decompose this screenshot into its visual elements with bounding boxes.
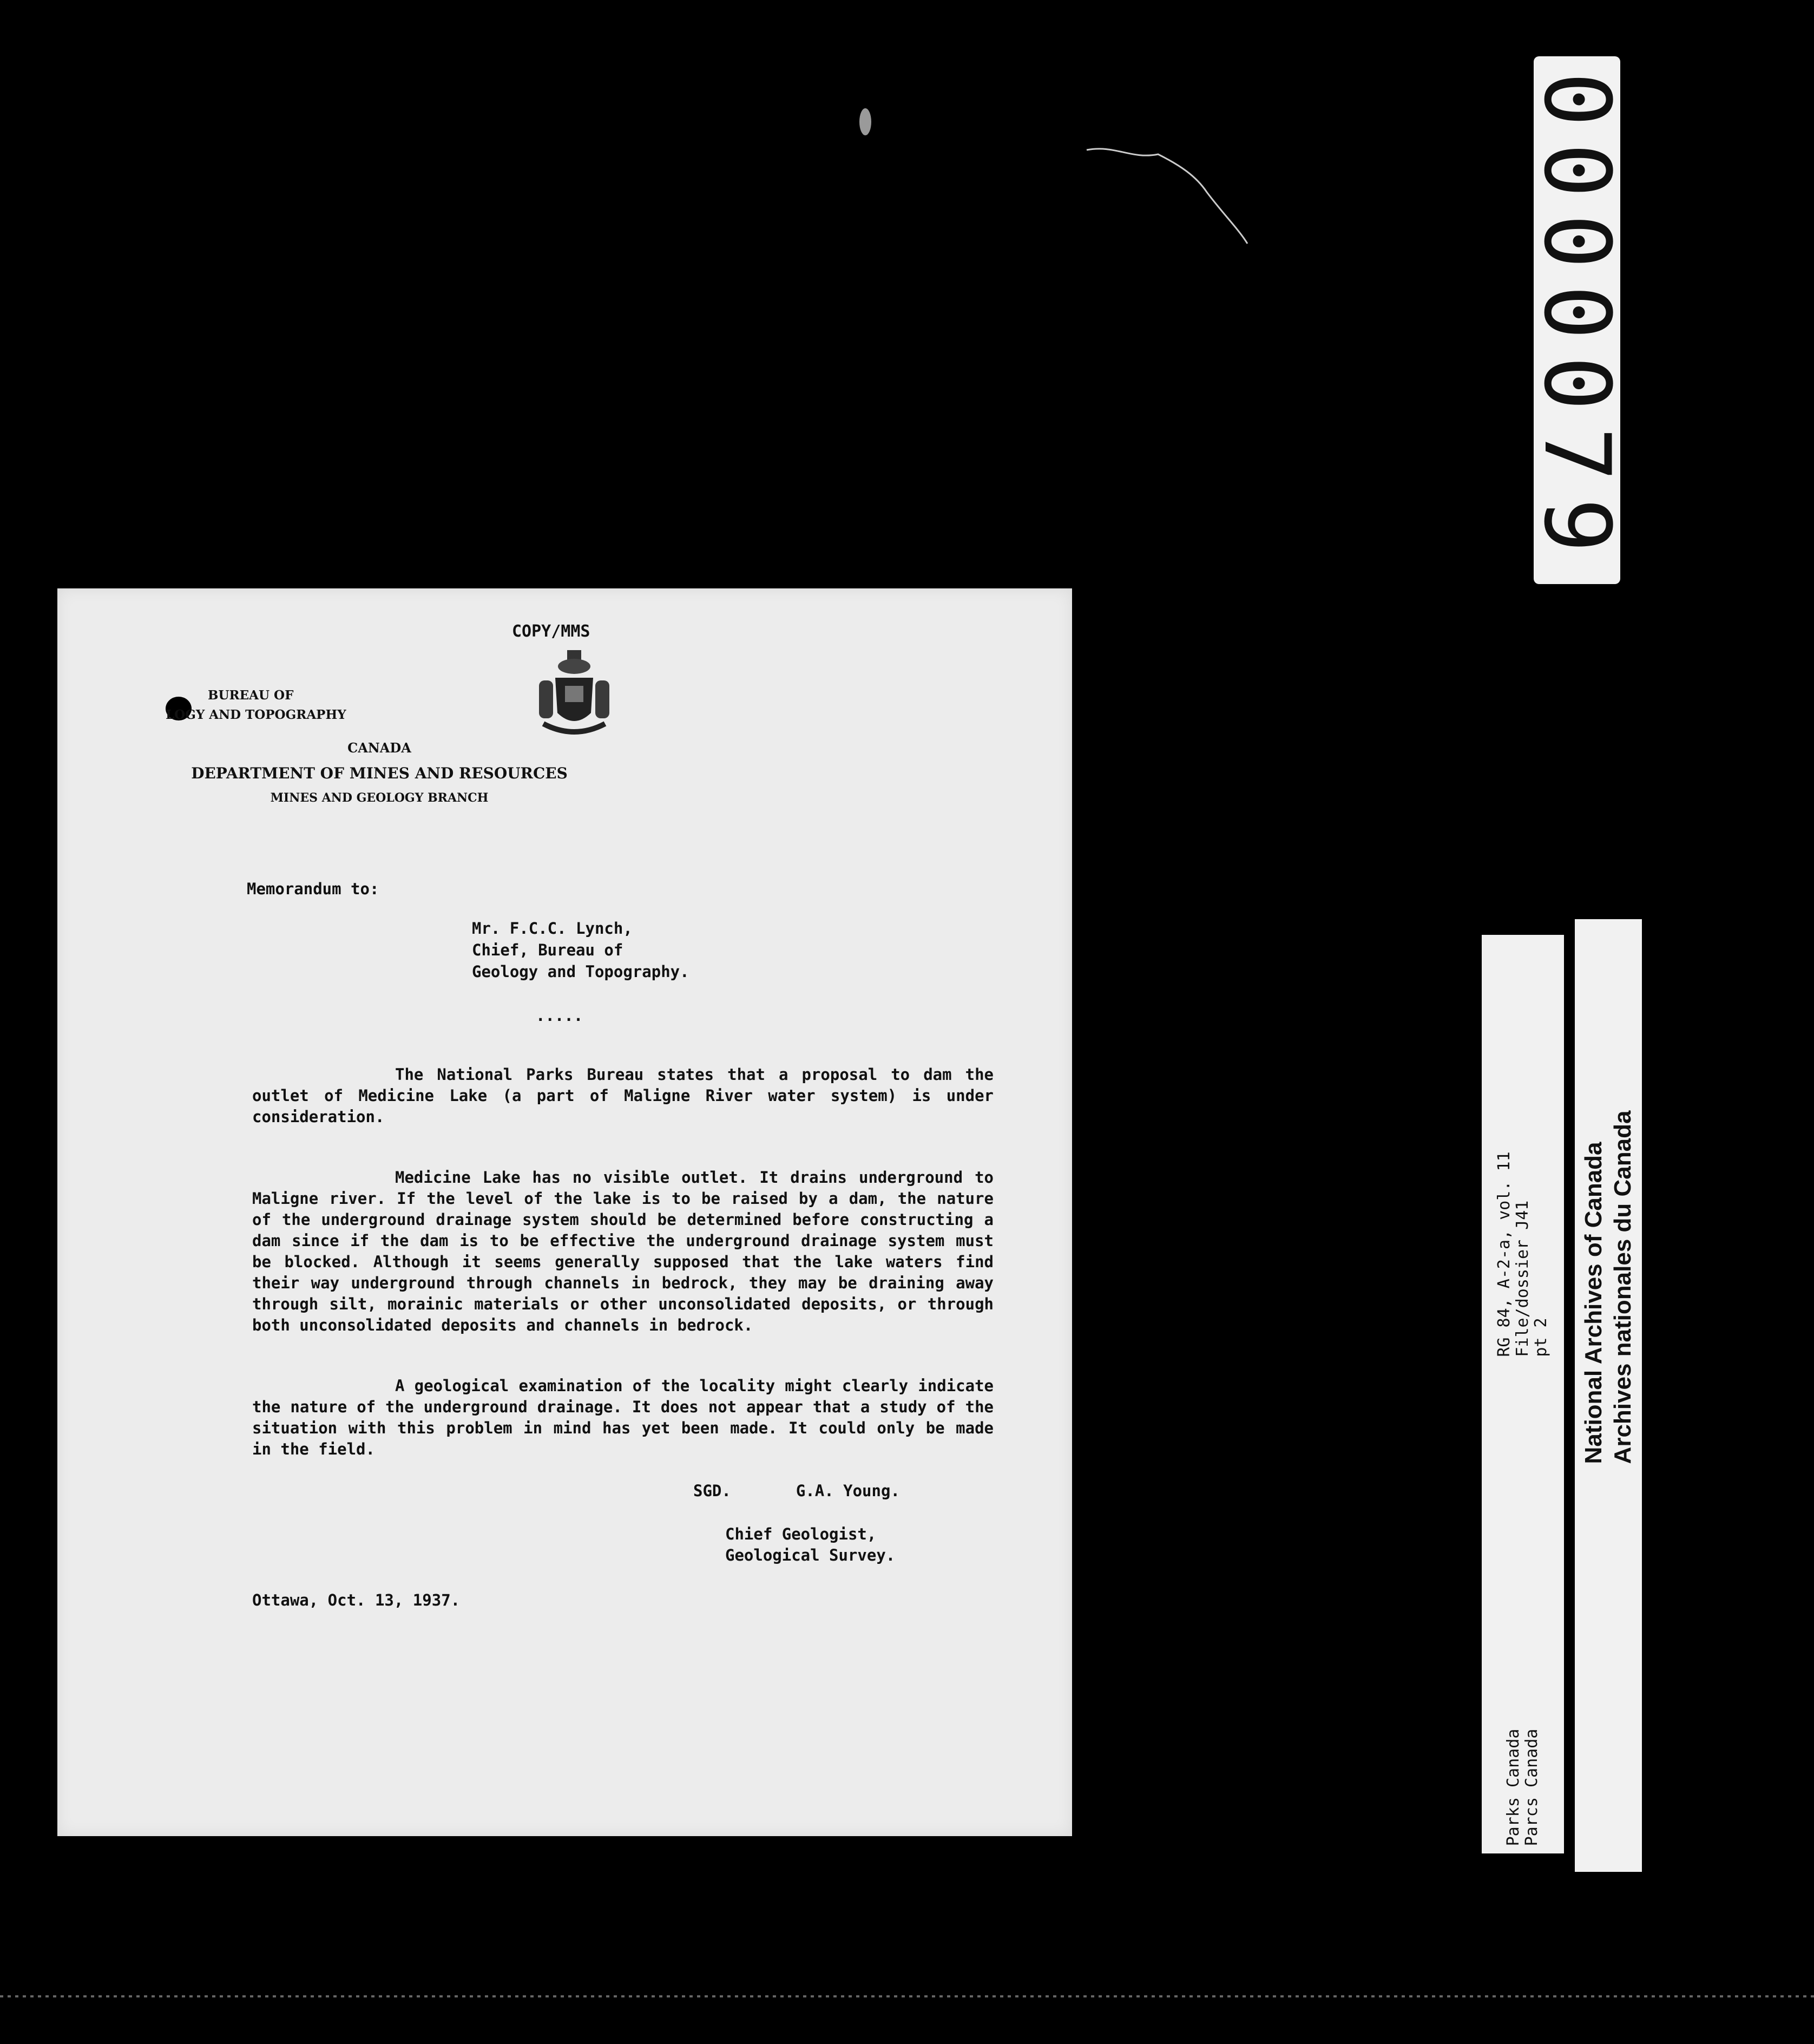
addressee-line: Mr. F.C.C. Lynch, xyxy=(472,919,633,938)
branch-label: MINES AND GEOLOGY BRANCH xyxy=(270,791,489,805)
frame-number: 0000079 xyxy=(1524,71,1630,569)
signatory-name: G.A. Young. xyxy=(796,1482,900,1500)
archive-reference-label xyxy=(1482,935,1564,1853)
department-label: DEPARTMENT OF MINES AND RESOURCES xyxy=(191,764,568,782)
memo-body xyxy=(252,1043,994,1499)
signatory-title-line: Geological Survey. xyxy=(725,1546,896,1564)
memo-heading: Memorandum to: xyxy=(247,880,379,898)
bureau-line-1: BUREAU OF xyxy=(208,688,294,703)
bureau-heading xyxy=(166,686,346,725)
national-archives-text: National Archives of Canada Archives nationales du Canada xyxy=(1580,1110,1636,1464)
copy-mark: COPY/MMS xyxy=(512,622,590,641)
country-label: CANADA xyxy=(347,740,411,756)
frame-number-strip xyxy=(1524,56,1630,584)
parks-canada-label: Parks Canada Parcs Canada xyxy=(1504,1728,1541,1846)
archive-reference: RG 84, A-2-a, vol. 11 File/dossier J41 pt 2 xyxy=(1495,1151,1550,1357)
signatory-title-line: Chief Geologist, xyxy=(725,1525,877,1543)
memo-date: Ottawa, Oct. 13, 1937. xyxy=(252,1591,461,1609)
signatory-title xyxy=(725,1524,895,1566)
department-heading xyxy=(57,740,701,805)
film-edge xyxy=(0,1995,1814,1997)
addressee-line: Geology and Topography. xyxy=(472,962,689,981)
signature-line xyxy=(693,1482,900,1500)
national-archives-label xyxy=(1575,919,1642,1872)
separator-dots: ..... xyxy=(536,1006,583,1025)
paragraph: The National Parks Bureau states that a proposal to dam the outlet of Medicine Lake (a part of Maligne River water system) is under consideration. xyxy=(252,1065,994,1126)
memo-page xyxy=(57,588,1072,1836)
signed-marker: SGD. xyxy=(693,1482,731,1500)
coat-of-arms-icon xyxy=(534,648,615,740)
film-speck xyxy=(859,108,871,135)
paragraph: Medicine Lake has no visible outlet. It drains underground to Maligne river. If the level of the lake is to be raised by a dam, the nature of the underground drainage system should be determined before constructing a dam since if the dam is to be effective the underground drainage system must be blocked. Although it seems generally supposed that the lake waters find their way underground through channels in bedrock, they may be draining away through silt, morainic materials or other unconsolidated deposits, or through both unconsolidated deposits and channels in bedrock. xyxy=(252,1168,994,1334)
addressee-line: Chief, Bureau of xyxy=(472,941,623,959)
addressee-block xyxy=(472,918,689,982)
paragraph: A geological examination of the locality might clearly indicate the nature of the underground drainage. It does not appear that a study of the situation with this problem in mind has yet been made. It could only be made in the field. xyxy=(252,1377,994,1458)
film-hair xyxy=(1082,143,1256,252)
bureau-line-2: LOGY AND TOPOGRAPHY xyxy=(166,707,346,722)
